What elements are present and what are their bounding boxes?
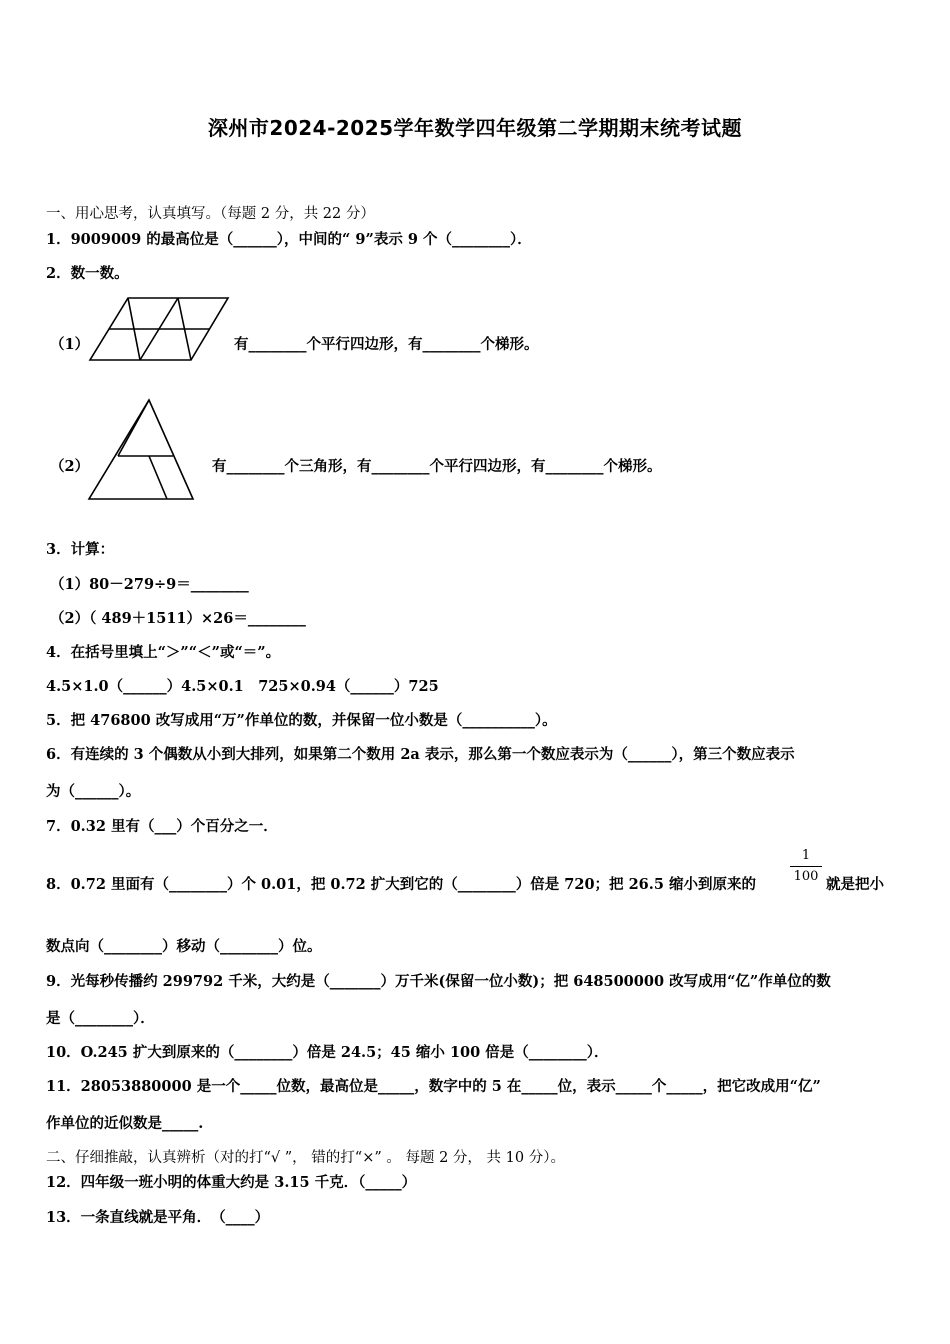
fraction-denominator: 100 xyxy=(793,869,819,884)
question-4-comparisons: 4.5×1.0（______）4.5×0.1 725×0.94（______）725 xyxy=(46,678,439,695)
fraction-numerator: 1 xyxy=(801,848,811,863)
question-6-line-1: 6．有连续的 3 个偶数从小到大排列，如果第二个数用 2a 表示，那么第一个数应表示为（______），第三个数应表示 xyxy=(46,746,795,763)
question-2-2-text: 有________个三角形，有________个平行四边形，有________个梯形。 xyxy=(212,458,662,475)
question-10: 10．O.245 扩大到原来的（________）倍是 24.5；45 缩小 100 倍是（________）． xyxy=(46,1044,609,1061)
question-11-line-2: 作单位的近似数是_____. xyxy=(46,1115,204,1132)
page-title: 深州市2024-2025学年数学四年级第二学期期末统考试题 xyxy=(207,116,743,140)
fraction-bar xyxy=(790,866,822,867)
question-13: 13．一条直线就是平角． （____） xyxy=(46,1209,270,1226)
question-11-line-1: 11．28053880000 是一个_____位数，最高位是_____，数字中的 5 在_____位，表示_____个_____，把它改成用“亿” xyxy=(46,1078,821,1095)
question-3-1: （1）80－279÷9＝________ xyxy=(50,576,249,593)
fraction-one-hundredth xyxy=(786,848,826,885)
question-5: 5．把 476800 改写成用“万”作单位的数，并保留一位小数是（__________）。 xyxy=(46,712,557,729)
question-8-after-fraction: 就是把小 xyxy=(826,876,884,893)
question-6-line-2: 为（______）。 xyxy=(46,783,141,800)
question-1: 1．9009009 的最高位是（______），中间的“ 9”表示 9 个（________）． xyxy=(46,231,532,248)
question-4: 4．在括号里填上“＞”“＜”或“＝”。 xyxy=(46,644,281,661)
parallelogram-figure xyxy=(88,296,233,368)
question-2: 2．数一数。 xyxy=(46,265,129,282)
question-3: 3．计算： xyxy=(46,541,115,558)
question-2-2-label: （2） xyxy=(50,458,90,475)
question-7: 7．0.32 里有（___）个百分之一． xyxy=(46,818,278,835)
question-2-1-text: 有________个平行四边形，有________个梯形。 xyxy=(234,336,539,353)
question-9-line-1: 9．光每秒传播约 299792 千米，大约是（_______）万千米(保留一位小数)；把 648500000 改写成用“亿”作单位的数 xyxy=(46,973,831,990)
question-9-line-2: 是（________）． xyxy=(46,1010,155,1027)
question-3-2: （2）（ 489＋1511）×26＝________ xyxy=(50,610,306,627)
question-12: 12．四年级一班小明的体重大约是 3.15 千克．（_____） xyxy=(46,1174,417,1191)
section-2-heading: 二、仔细推敲，认真辨析（对的打“√ ”， 错的打“×” 。 每题 2 分， 共 10 分）。 xyxy=(46,1150,565,1166)
question-8-line-2: 数点向（________）移动（________）位。 xyxy=(46,938,322,955)
section-1-heading: 一、用心思考，认真填写。（每题 2 分，共 22 分） xyxy=(46,206,375,222)
question-2-1-label: （1） xyxy=(50,336,90,353)
question-8-line-1: 8．0.72 里面有（________）个 0.01，把 0.72 扩大到它的（________）倍是 720；把 26.5 缩小到原来的 xyxy=(46,876,756,893)
triangle-figure xyxy=(87,398,199,506)
